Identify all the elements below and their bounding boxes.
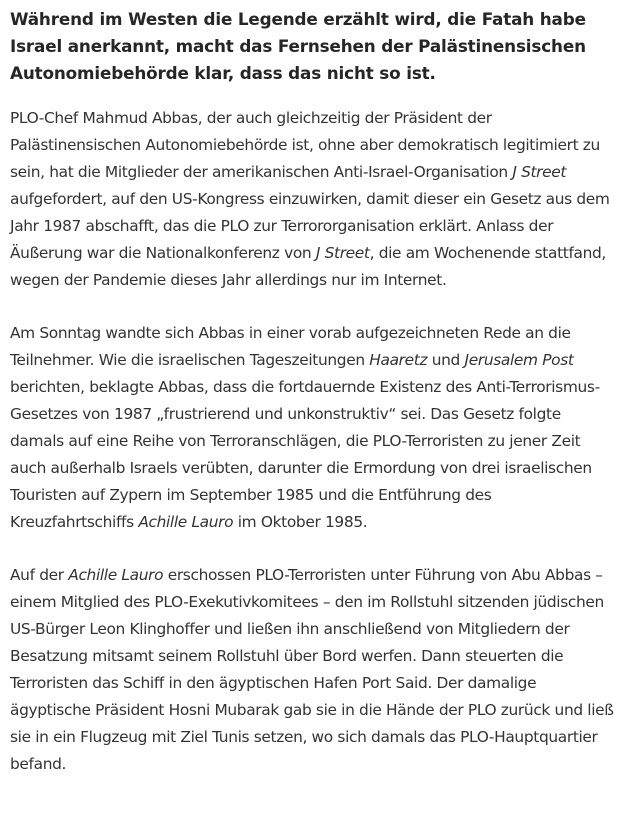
ship-name-achille-lauro: Achille Lauro [68,566,164,584]
text-run: und [427,351,465,369]
newspaper-name-haaretz: Haaretz [369,351,428,369]
text-run: Am Sonntag wandte sich Abbas in einer vorab aufgezeichneten Rede an die Teilnehmer. Wie die israelischen Tageszeitungen [10,324,571,369]
text-run: berichten, beklagte Abbas, dass die fortdauernde Existenz des Anti-Terrorismus-Gesetzes von 1987 „frustrierend und unkonstruktiv“ sei. Das Gesetz folgte damals auf eine Reihe von Terroranschlägen, die PLO-Terroristen zu jener Zeit auch außerhalb Israels verübten, darunter die Ermordung von drei israelischen Touristen auf Zypern im September 1985 und die Entführung des Kreuzfahrtschiffs [10,378,600,531]
paragraph-3 [10,562,616,778]
text-run: erschossen PLO-Terroristen unter Führung von Abu Abbas – einem Mitglied des PLO-Exekutivkomitees – den im Rollstuhl sitzenden jüdischen US-Bürger Leon Klinghoffer und ließen ihn anschließend von Mitgliedern der Besatzung mitsamt seinem Rollstuhl über Bord werfen. Dann steuerten die Terroristen das Schiff in den ägyptischen Hafen Port Said. Der damalige ägyptische Präsident Hosni Mubarak gab sie in die Hände der PLO zurück und ließ sie in ein Flugzeug mit Ziel Tunis setzen, wo sich damals das PLO-Hauptquartier befand. [10,566,614,773]
newspaper-name-jerusalem-post: Jerusalem Post [464,351,574,369]
text-run: aufgefordert, auf den US-Kongress einzuwirken, damit dieser ein Gesetz aus dem Jahr 1987 abschafft, das die PLO zur Terrororganisation erklärt. Anlass der Äußerung war die Nationalkonferenz von [10,190,610,262]
ship-name-achille-lauro: Achille Lauro [138,513,234,531]
org-name-j-street: J Street [512,163,567,181]
text-run: , die am Wochenende stattfand, wegen der Pandemie dieses Jahr allerdings nur im Internet. [10,244,606,289]
org-name-j-street: J Street [315,244,370,262]
article-lead: Während im Westen die Legende erzählt wird, die Fatah habe Israel anerkannt, macht das Fernsehen der Palästinensischen Autonomiebehörde klar, dass das nicht so ist. [10,9,586,83]
paragraph-1 [10,105,616,294]
paragraph-2 [10,320,616,536]
text-run: PLO-Chef Mahmud Abbas, der auch gleichzeitig der Präsident der Palästinensischen Autonomiebehörde ist, ohne aber demokratisch legitimiert zu sein, hat die Mitglieder der amerikanischen Anti-Israel-Organisation [10,109,600,181]
text-run: Auf der [10,566,69,584]
text-run: im Oktober 1985. [233,513,368,531]
